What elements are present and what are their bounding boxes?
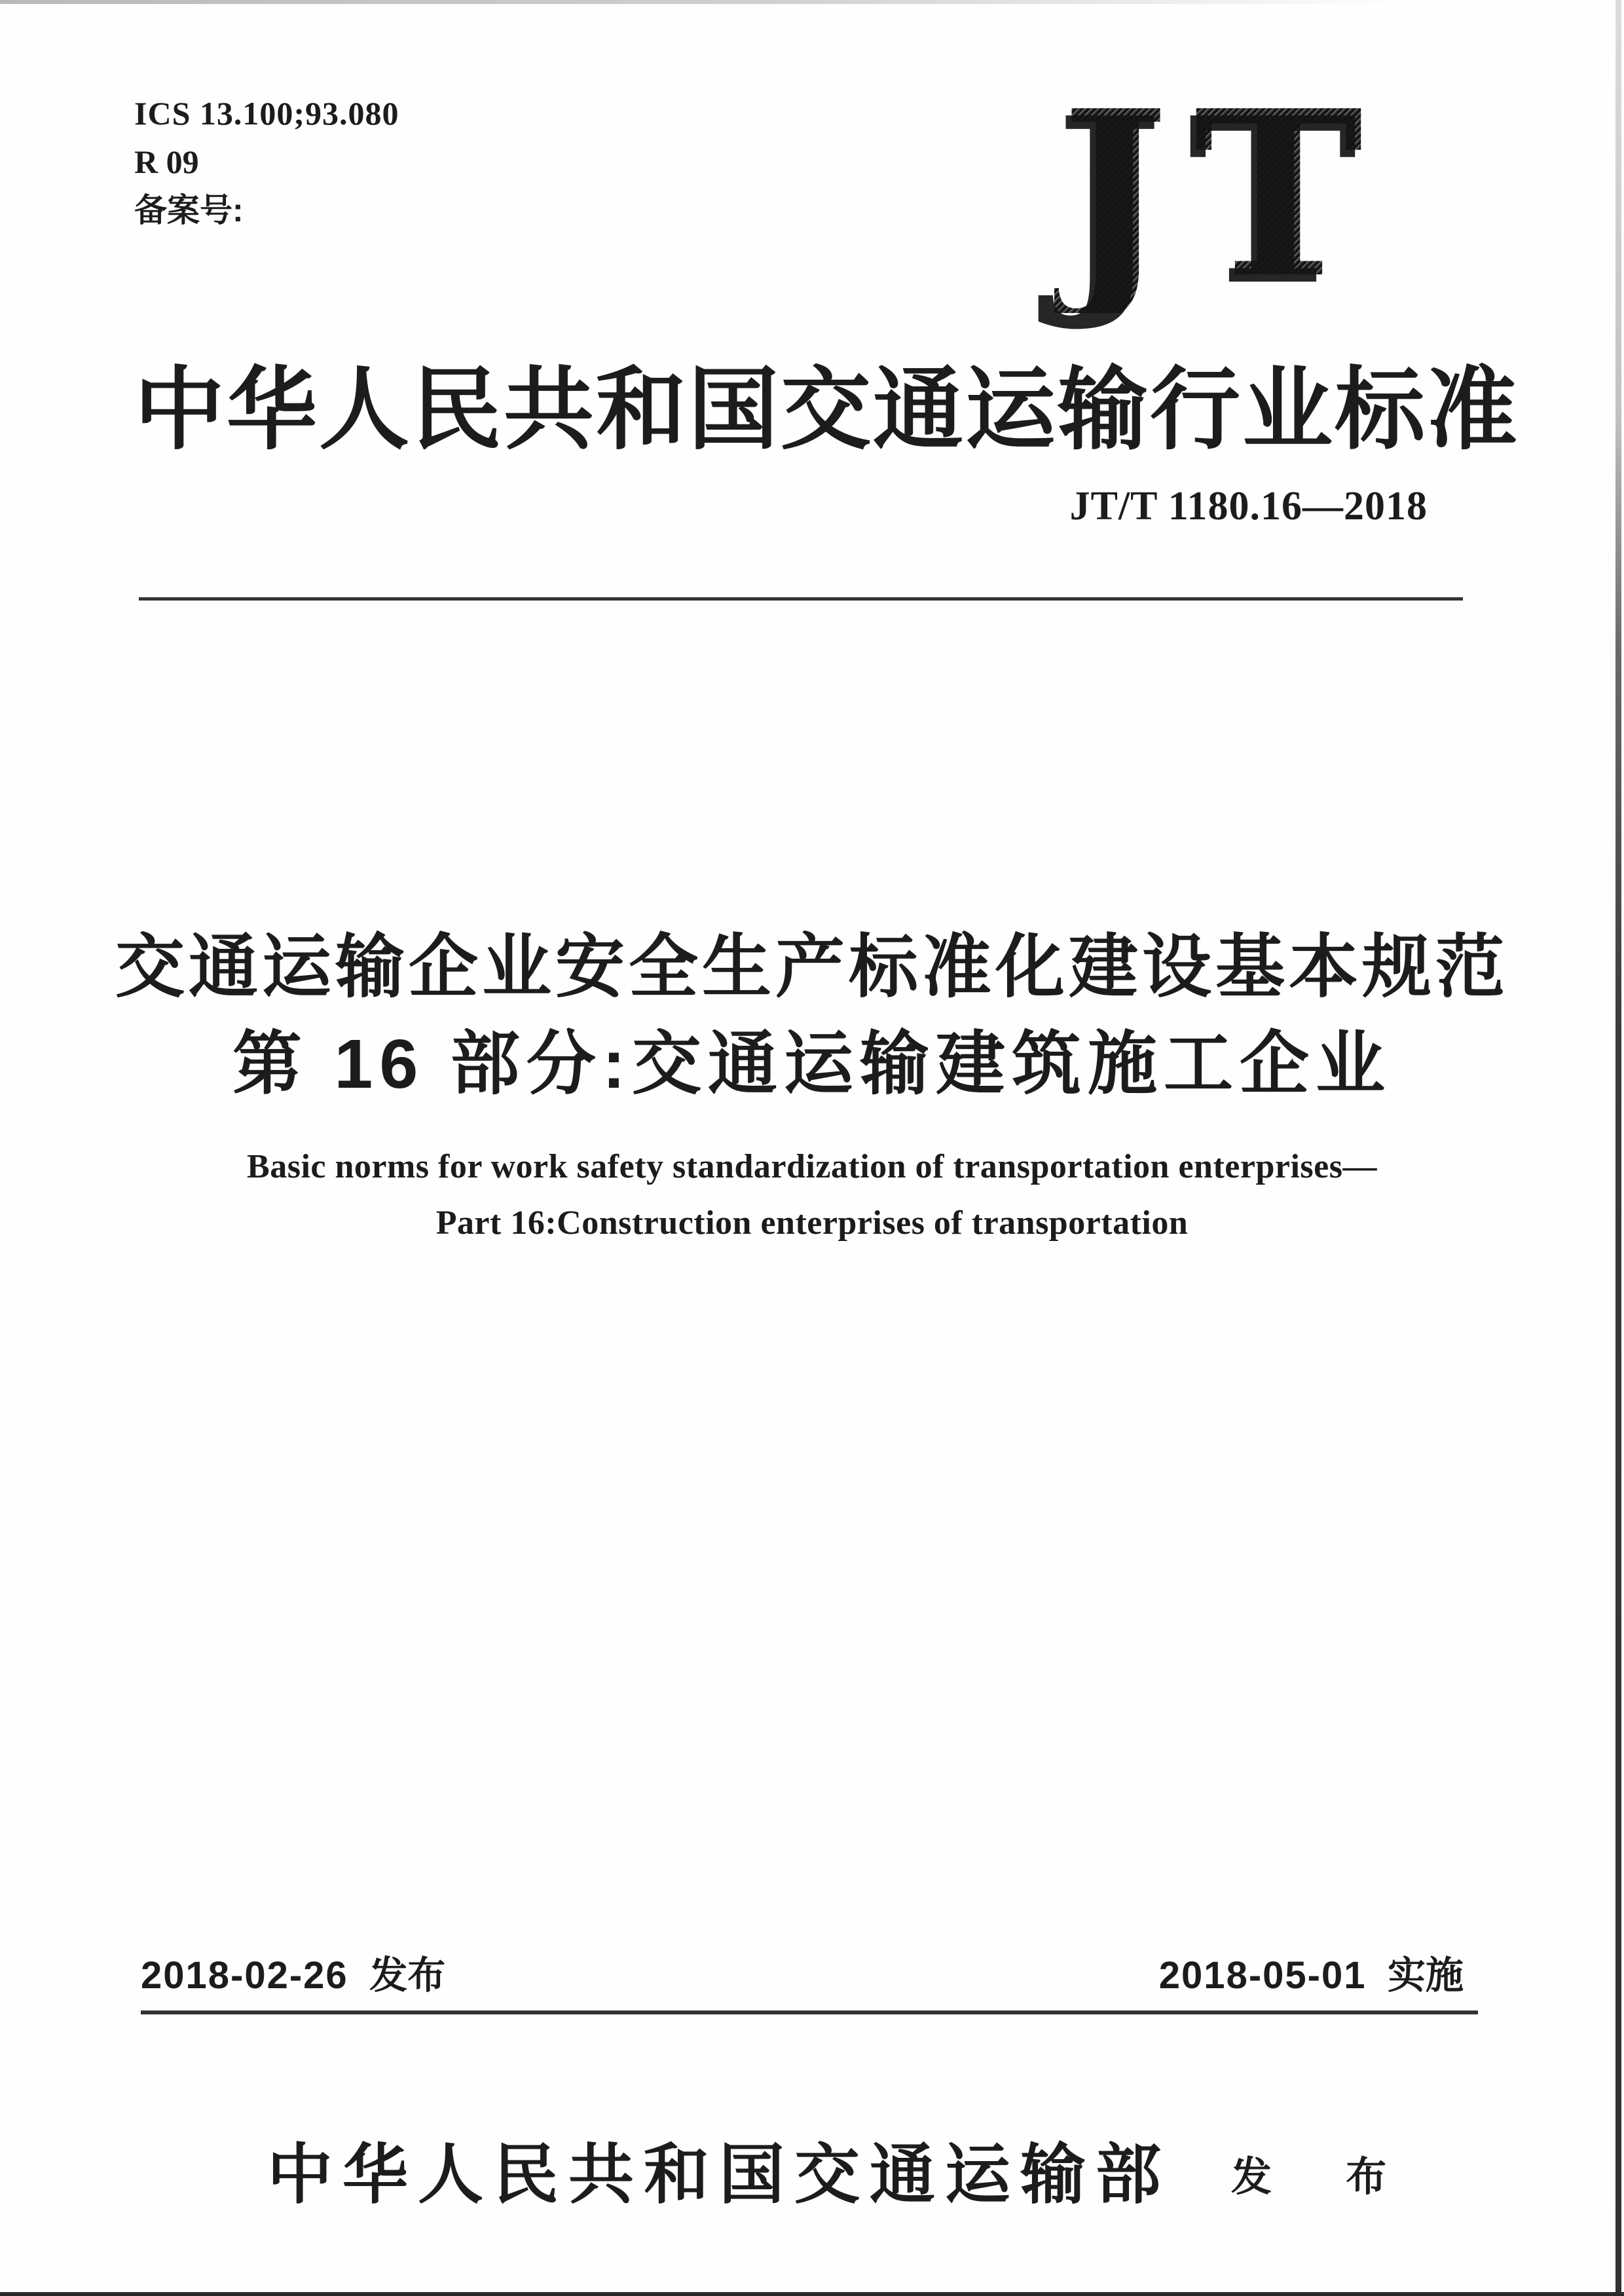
issuing-authority: 中华人民共和国交通运输部 (267, 2139, 1171, 2212)
implementation-date-group (1159, 1955, 1464, 1996)
title-english-line2: Part 16:Construction enterprises of transportation (435, 1204, 1189, 1242)
title-chinese-line2: 第 16 部分:交通运输建筑施工企业 (232, 1026, 1392, 1103)
date-row (141, 1955, 1464, 2001)
issue-date: 2018-02-26 (141, 1954, 348, 1997)
classification-code: R 09 (134, 143, 199, 180)
title-chinese-line1: 交通运输企业安全生产标准化建设基本规范 (115, 929, 1509, 1006)
scan-edge-bottom (0, 2292, 1624, 2296)
standard-code: JT/T 1180.16—2018 (1069, 484, 1428, 528)
standard-heading: 中华人民共和国交通运输行业标准 (134, 360, 1520, 460)
horizontal-rule-bottom (141, 2010, 1478, 2014)
issue-date-label: 发布 (369, 1954, 446, 1997)
record-number-label: 备案号: (134, 192, 244, 229)
implementation-date: 2018-05-01 (1158, 1954, 1367, 1997)
top-meta-block (134, 97, 399, 227)
scan-edge-top (0, 0, 1401, 4)
issue-date-group (141, 1955, 445, 1996)
jt-logo: JT (1054, 77, 1395, 313)
ics-code: ICS 13.100;93.080 (134, 95, 399, 132)
title-english-line1: Basic norms for work safety standardization of transportation enterprises— (247, 1148, 1377, 1185)
implementation-date-label: 实施 (1387, 1954, 1464, 1997)
horizontal-rule-top (139, 597, 1463, 601)
issuer-row (0, 2122, 1624, 2212)
publish-label: 发 布 (1231, 2155, 1418, 2200)
